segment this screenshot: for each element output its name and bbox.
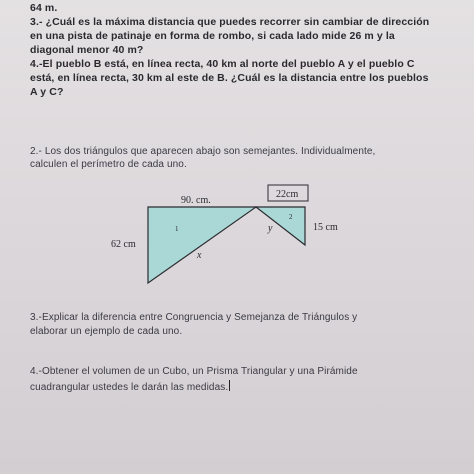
label-triangle-2: 2 — [289, 213, 293, 221]
text-cursor — [229, 380, 230, 391]
question-4-line-1: 4.-El pueblo B está, en línea recta, 40 km al norte del pueblo A y el pueblo C — [30, 58, 415, 70]
label-90cm: 90. cm. — [181, 195, 211, 206]
question-3-line-2: en una pista de patinaje en forma de rombo, si cada lado mide 26 m y la — [30, 30, 395, 42]
small-triangle — [256, 207, 305, 245]
question-4-line-3: A y C? — [30, 86, 64, 98]
question-3-line-1: 3.- ¿Cuál es la máxima distancia que puedes recorrer sin cambiar de dirección — [30, 16, 430, 28]
label-x: x — [197, 250, 202, 261]
text-line-64m: 64 m. — [30, 2, 58, 14]
label-y: y — [268, 223, 273, 234]
q3-line-2: elaborar un ejemplo de cada uno. — [30, 326, 183, 337]
q2-line-2: calculen el perímetro de cada uno. — [30, 159, 187, 170]
q4-line-1: 4.-Obtener el volumen de un Cubo, un Prisma Triangular y una Pirámide — [30, 366, 358, 377]
q3-line-1: 3.-Explicar la diferencia entre Congruencia y Semejanza de Triángulos y — [30, 312, 358, 323]
label-22cm: 22cm — [276, 189, 299, 200]
large-triangle — [148, 207, 256, 283]
label-triangle-1: 1 — [175, 225, 179, 233]
q4-line-2[interactable] — [30, 380, 230, 393]
question-4-line-2: está, en línea recta, 30 km al este de B. ¿Cuál es la distancia entre los pueblos — [30, 72, 429, 84]
q2-line-1: 2.- Los dos triángulos que aparecen abajo son semejantes. Individualmente, — [30, 146, 376, 157]
q4-line-2-text: cuadrangular ustedes le darán las medidas. — [30, 382, 229, 393]
question-3-line-3: diagonal menor 40 m? — [30, 44, 144, 56]
label-62cm: 62 cm — [111, 239, 136, 250]
label-15cm: 15 cm — [313, 222, 338, 233]
